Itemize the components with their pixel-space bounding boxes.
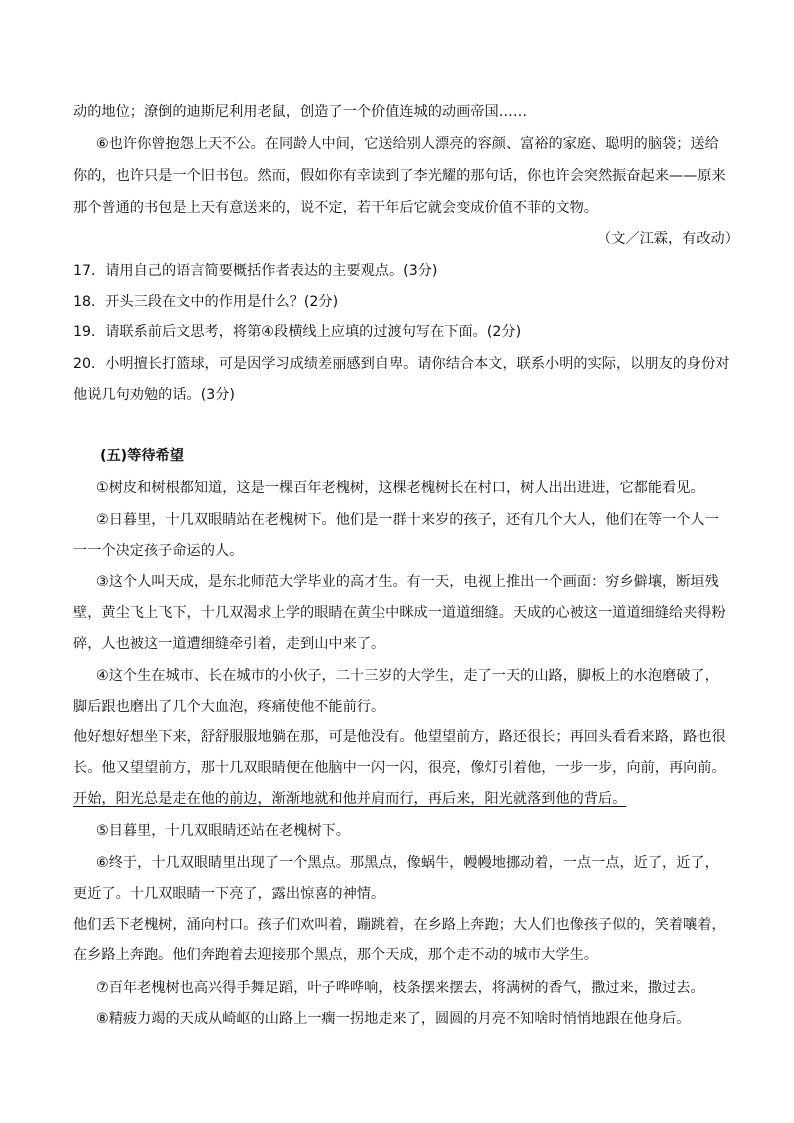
paragraph-3: ③这个人叫天成，是东北师范大学毕业的高才生。有一天，电视上推出一个画面：穷乡僻壤，断垣残 [96,574,719,590]
paragraph-6b: ⑥终于，十几双眼睛里出现了一个黑点。那黑点，像蜗牛，幔幔地挪动着，一点一点，近了，近了， [96,855,719,871]
text-line: 动的地位；潦倒的迪斯尼利用老鼠，创造了一个价值连城的动画帝国…… [73,104,528,120]
text-line: 他说几句劝勉的话。(3分) [73,387,235,403]
paragraph-2: ②日暮里，十几双眼睛站在老槐树下。他们是一群十来岁的孩子，还有几个大人，他们在等一个人一 [96,512,719,528]
underlined-sentence: 开始，阳光总是走在他的前边，渐渐地就和他并肩而行，再后来，阳光就落到他的背后。 [73,791,627,807]
text-line: 你的，也许只是一个旧书包。然而，假如你有幸读到了李光耀的那句话，你也许会突然振奋起来——原来 [73,168,726,184]
paragraph-4: ④这个生在城市、长在城市的小伙子，二十三岁的大学生，走了一天的山路，脚板上的水泡磨破了， [96,668,719,684]
paragraph-1: ①树皮和树根都知道，这是一棵百年老槐树，这棵老槐树长在村口，树人出出进进，它都能看见。 [96,480,705,496]
paragraph-7: ⑦百年老槐树也高兴得手舞足蹈，叶子哗哗响，枝条摆来摆去，将满树的香气，撒过来，撒过去。 [96,980,705,996]
question-20: 20．小明擅长打篮球，可是因学习成绩差丽感到自卑。请你结合本文，联系小明的实际，以朋友的身份对 [73,356,730,372]
question-19: 19．请联系前后文思考，将第④段横线上应填的过渡句写在下面。(2分) [73,324,522,340]
text-line: 更近了。十几双眼睛一下亮了，露出惊喜的神情。 [73,886,386,902]
paragraph-6: ⑥也许你曾抱怨上天不公。在同龄人中间，它送给别人漂亮的容颜、富裕的家庭、聪明的脑袋；送给 [96,136,719,152]
text-line: 在乡路上奔跑。他们奔跑着去迎接那个黑点，那个天成，那个走不动的城市大学生。 [73,947,598,963]
text-line: 壁，黄尘飞上飞下，十几双渴求上学的眼睛在黄尘中眯成一道道细缝。天成的心被这一道道细缝给夹得粉 [73,605,726,621]
text-line: 长。他又望望前方，那十几双眼睛便在他脑中一闪一闪，很亮，像灯引着他，一步一步，向前，再向前。 [73,760,726,776]
text-line: 脚后跟也磨出了几个大血泡，疼痛使他不能前行。 [73,699,386,715]
paragraph-5: ⑤目暮里，十几双眼睛还站在老槐树下。 [96,823,350,839]
text-line: 那个普通的书包是上天有意送来的，说不定，若干年后它就会变成价值不菲的文物。 [73,200,598,216]
question-17: 17．请用自己的语言简要概括作者表达的主要观点。(3分) [73,263,438,279]
text-line: 他好想好想坐下来，舒舒服服地躺在那，可是他没有。他望望前方，路还很长；再回头看看来路，路也很 [73,729,726,745]
text-line: 碎，人也被这一道遭细缝牵引着，走到山中来了。 [73,636,386,652]
author-credit: （文／江霖，有改动） [597,231,739,247]
section-title: (五)等待希望 [100,448,184,464]
text-line: 一一个决定孩子命运的人。 [73,543,244,559]
text-line: 他们丢下老槐树，涌向村口。孩子们欢叫着，蹦跳着，在乡路上奔跑；大人们也像孩子似的，笑着嚷着， [73,917,726,933]
question-18: 18．开头三段在文中的作用是什么？(2分) [73,294,339,310]
paragraph-8: ⑧精疲力竭的天成从崎岖的山路上一瘸一拐地走来了，圆圆的月亮不知啥时悄悄地跟在他身后。 [96,1011,691,1027]
